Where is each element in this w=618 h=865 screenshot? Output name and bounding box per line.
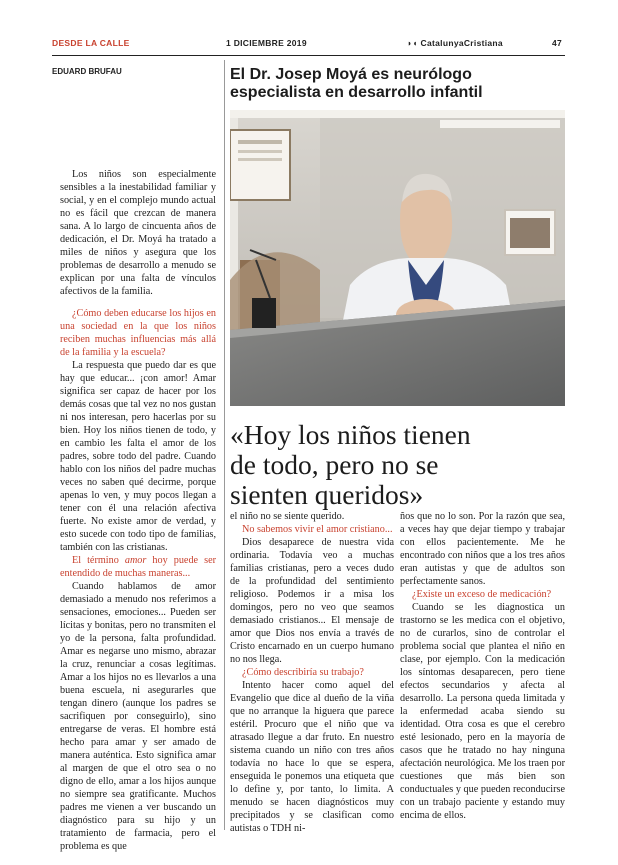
question-text: El término [72, 555, 125, 566]
continued-paragraph: ños que no lo son. Por la razón que sea, a veces hay que dejar tiempo y trabajar con ellos pacientemente. Me he encontrado con niños que a los tres años eran autistas y que de adultos son perfectamente sanos. [400, 511, 565, 587]
pull-quote-line: sienten queridos» [230, 479, 424, 510]
pull-quote-line: de todo, pero no se [230, 449, 439, 480]
answer-paragraph: La respuesta que puedo dar es que hay que educar... ¡con amor! Amar significa ser capaz de hacer por los demás cosas que tal vez no nos gustan ni nos interesan, pero hacerlas por su bien. Hoy los niños tienen de todo, y en cambio les falta el amor de los padres, sobre todo del padre. Cuando hablo con los niños del padre muchas veces no saben qué decirme, porque apenas lo ven, y muy pocos llegan a tener con él una relación afectiva fuerte. No existe amor de verdad, y esto sucede con todo tipo de familias, también con las cristianas. [60, 360, 216, 553]
page-number: 47 [552, 38, 563, 48]
section-label: DESDE LA CALLE [52, 38, 130, 48]
article-column-1 [60, 168, 216, 853]
question [60, 554, 216, 580]
answer-paragraph: Dios desaparece de nuestra vida ordinaria. Todavía veo a muchas familias cristianas, pero a veces dudo de la profundidad del sentimiento religioso. Podemos ir a misa los domingos, pero no veo que seamos demasiado cristianos... El mensaje de amor que Dios nos envía a través de Cristo encarnado en un cuerpo humano no nos llega. [230, 537, 394, 665]
pull-quote [230, 420, 565, 510]
doctor-photo [230, 110, 565, 406]
doctor-photo-illustration [230, 110, 565, 406]
intro-paragraph: Los niños son especialmente sensibles a la inestabilidad familiar y social, y en el complejo mundo actual no es fácil que crezcan de manera sana. A lo largo de cincuenta años de dedicación, el Dr. Moyá ha tratado a miles de niños y asegura que los problemas de desarrollo a menudo se explican por una falta de vínculos afectivos de la familia. [60, 169, 216, 297]
header-rule [52, 55, 565, 56]
question-text: hoy puede ser entendido de muchas maneras... [60, 555, 216, 579]
continued-paragraph: el niño no se siente querido. [230, 511, 345, 522]
author-byline: EDUARD BRUFAU [52, 67, 122, 76]
answer-paragraph: Cuando se les diagnostica un trastorno se les medica con el objetivo, no de curarlos, sino de controlar el problema social que plantea el niño en clase, por ejemplo. Con la medicación los síntomas desaparecen, pero tiene efectos secundarios y afecta al desarrollo. La persona queda limitada y la enfermedad acaba siendo su identidad. Otra cosa es que el cerebro esté lesionado, pero en la mayoría de casos que he tratado no hay ninguna afectación neurológica. Me los traen por cuestiones que más bien son conductuales y que pueden reconducirse con un trabajo paciente y estando muy encima de ellos. [400, 602, 565, 821]
question: ¿Cómo deben educarse los hijos en una sociedad en la que los niños reciben muchas influencias más allá de la familia y la escuela? [60, 308, 216, 358]
pull-quote-line: «Hoy los niños tienen [230, 419, 471, 450]
article-column-3 [400, 510, 565, 822]
question: No sabemos vivir el amor cristiano... [242, 524, 393, 535]
brand-label: CatalunyaCristiana [420, 38, 503, 48]
answer-paragraph: Cuando hablamos de amor demasiado a menudo nos referimos a sensaciones, emociones... Pueden ser lícitas y bonitas, pero no transmiten el yo de la persona, falta profundidad. Amar es negarse uno mismo, abrazar la cruz, renunciar a cosas legítimas. Amar a los hijos no es llevarlos a una buena escuela, ni asegurarles que tengan dinero (aunque los padres se sacrifiquen por conseguirlo), sino entregarse de veras. El hombre está hecho para amar y ser amado de manera auténtica. Esto significa amar al margen de que el otro sea o no digno de ello, amar a los hijos aunque no siempre sea gratificante. Muchos padres me vienen a ver buscando un diagnóstico para su hijo y un tratamiento de farmacia, pero el problema es que [60, 581, 216, 852]
question: ¿Existe un exceso de medicación? [412, 589, 552, 600]
answer-paragraph: Intento hacer como aquel del Evangelio que dice al dueño de la viña que no arranque la higuera que parece estéril. Procuro que el niño que va atrasado llegue a dar fruto. En nuestro sistema cuando un niño con tres años todavía no hace lo que se espera, enseguida le ponemos una etiqueta que lo define y, por tanto, lo limita. A menudo se hacen diagnósticos muy precipitados y se clasifican como autistas o TDH ni- [230, 680, 394, 834]
article-column-2 [230, 510, 394, 835]
title-line: El Dr. Josep Moyá es neurólogo [230, 66, 472, 83]
title-line: especialista en desarrollo infantil [230, 84, 483, 101]
issue-date: 1 DICIEMBRE 2019 [226, 38, 307, 48]
question-emphasis: amor [124, 555, 147, 566]
brand-logo-icon: ◗◖ [407, 38, 418, 48]
article-title [230, 66, 564, 102]
column-divider [224, 60, 225, 830]
question: ¿Cómo describiría su trabajo? [242, 667, 364, 678]
brand-name [407, 38, 503, 48]
